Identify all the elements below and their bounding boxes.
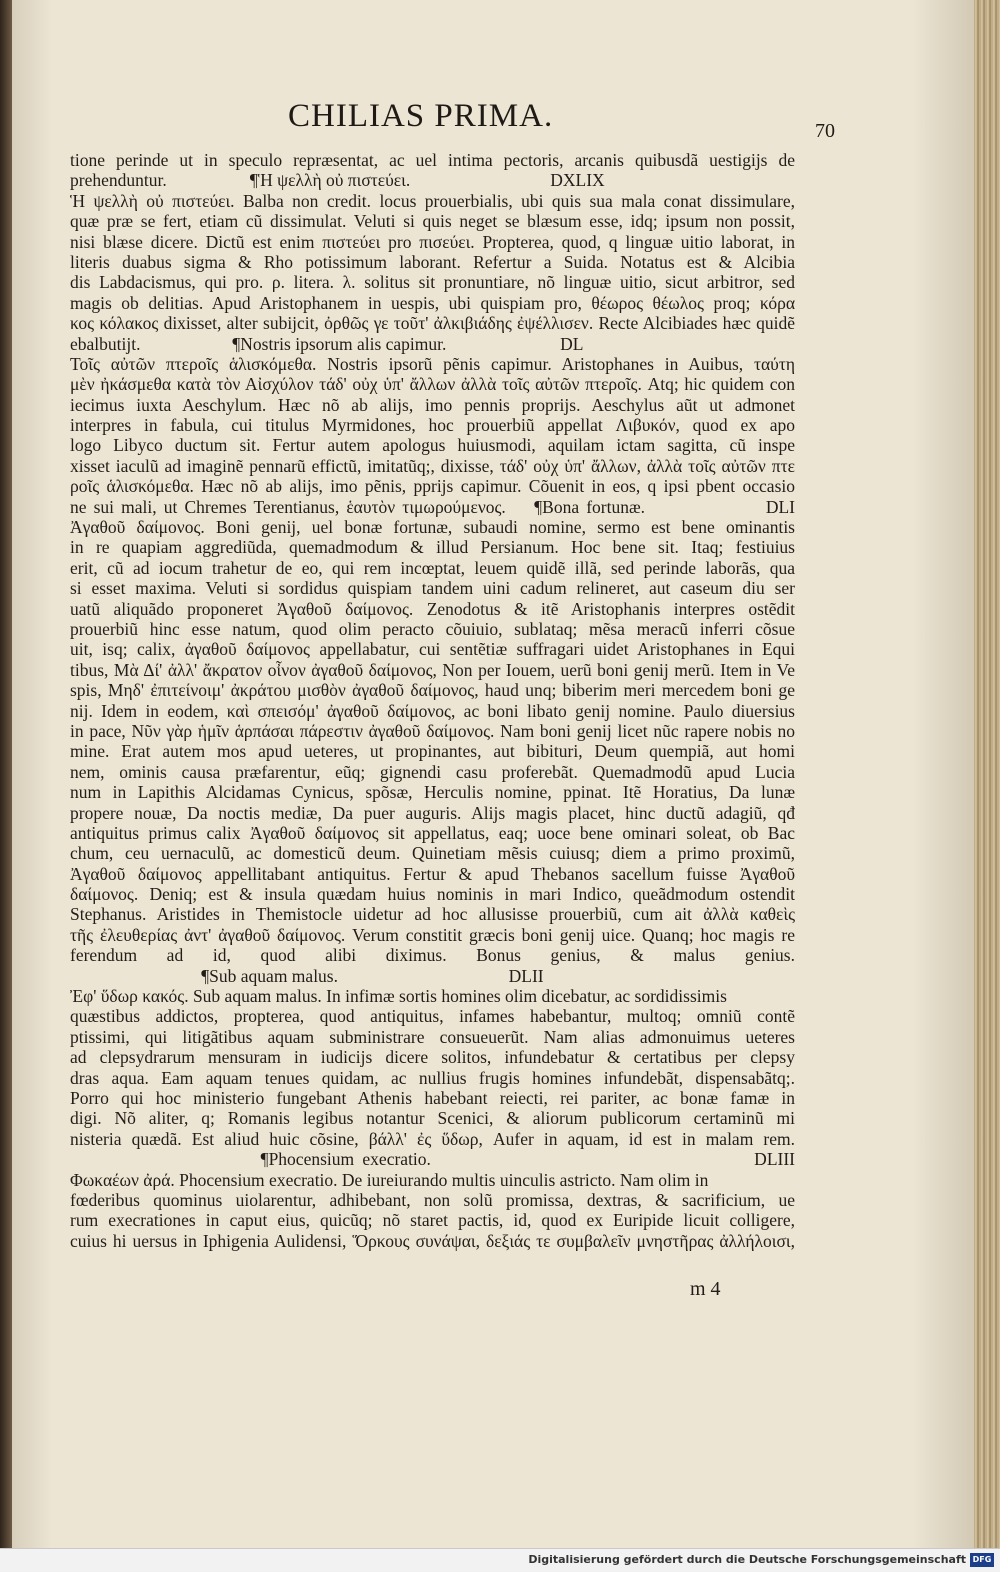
text-line: uit, isq; calix, ἀγαθοῦ δαίμονος appellabatur, cui sentẽtiæ suffragari uidet Aristophanes in Equi xyxy=(70,639,795,660)
page-edges xyxy=(974,0,1000,1571)
text-line: num in Lapithis Alcidamas Cynicus, spõsæ, Herculis nomine, ppinat. Itẽ Horatius, Da lunæ xyxy=(70,782,795,803)
text-line: in pace, Νῦν γὰρ ἡμῖν ἁρπάσαι πάρεστιν ἀγαθοῦ δαίμονος. Nam boni genij licet nũc rapere nobis no xyxy=(70,720,795,741)
text-line: interpres in fabula, cui titulus Myrmidones, hoc prouerbiũ appellat Λιβυκόν, quod ex apo xyxy=(70,415,795,436)
text-line: ροῖς ἁλισκόμεθα. Hæc nõ ab alijs, imo pẽnis, pprijs capimur. Cõuenit in eos, q ipsi pbent occasio xyxy=(70,476,795,497)
text-line: xisset iaculũ ad imaginẽ pennarũ effictũ, imitatũq;, dixisse, τάδ' οὐχ ὑπ' ἄλλων, ἀλλὰ τοῖς αὐτῶν πτε xyxy=(70,455,795,476)
text-line: literis duabus sigma & Rho potissimum laborant. Refertur a Suida. Notatus est & Alcibia xyxy=(70,251,795,272)
signature-mark: m 4 xyxy=(690,1278,721,1300)
text-line: Ἡ ψελλὴ οὐ πιστεύει. Balba non credit. locus prouerbialis, ubi quis sua mala conat dissimulare, xyxy=(70,190,795,211)
text-line: magis ob delitias. Apud Aristophanem in uespis, ubi quispiam pro, θέωρος θέωλος proq; κόρα xyxy=(70,292,795,313)
text-line: fœderibus quominus uiolarentur, adhibebant, non solũ promissa, dextras, & sacrificium, ue xyxy=(70,1189,795,1210)
text-line: Τοῖς αὐτῶν πτεροῖς ἁλισκόμεθα. Nostris ipsorũ pẽnis capimur. Aristophanes in Auibus, ταύτη xyxy=(70,353,795,374)
text-line: propere nouæ, Da noctis mediæ, Da puer auguris. Alijs magis placet, hinc ductũ adagiũ, qđ xyxy=(70,802,795,823)
text-line: tione perinde ut in speculo repræsentat, ac uel intima pectoris, arcanis quibusdã uestigijs de xyxy=(70,150,795,170)
text-line: tibus, Μὰ Δί' ἀλλ' ἄκρατον οἶνον ἀγαθοῦ δαίμονος, Non per Iouem, uerũ boni genij merũ. Item in Ve xyxy=(70,659,795,680)
text-line: nij. Idem in eodem, καὶ σπεισόμ' ἀγαθοῦ δαίμονος, ac boni libato genij nomine. Paulo diuersius xyxy=(70,700,795,721)
text-line: Φωκαέων ἀρά. Phocensium execratio. De iureiurando multis uinculis astricto. Nam olim in xyxy=(70,1169,709,1190)
text-line: μὲν ἠκάσμεθα κατὰ τὸν Αἰσχύλον τάδ' οὐχ ὑπ' ἄλλων ἀλλὰ τοῖς αὐτῶν πτεροῖς. Atq; hic quidem con xyxy=(70,374,795,395)
text-line: nisi blæse dicere. Dictũ est enim πιστεύει pro πισεύει. Propterea, quod, q linguæ uitio laborat, in xyxy=(70,231,795,252)
text-line: digi. Nõ aliter, q; Romanis legibus notantur Scenici, & aliorum publicorum certaminũ mi xyxy=(70,1108,795,1129)
text-line: uatũ aliquãdo proponeret Ἀγαθοῦ δαίμονος. Zenodotus & itẽ Aristophanis interpres ostẽdit xyxy=(70,598,795,619)
text-line: ad clepsydrarum mensuram in iudicijs dicere solitos, infundebatur & certatibus per clepsy xyxy=(70,1047,795,1068)
text-line: ferendum ad id, quod alibi diximus. Bonus genius, & malus genius. xyxy=(70,945,795,966)
text-line: ebalbutijt. ¶Nostris ipsorum alis capimur. DL xyxy=(70,333,584,354)
text-line: logo Libyco ductum sit. Fertur autem apologus huiusmodi, aquilam ictam sagitta, cũ inspe xyxy=(70,435,795,456)
text-line: prehenduntur. ¶Ἡ ψελλὴ οὐ πιστεύει. DXLIX xyxy=(70,170,605,191)
funding-credit: Digitalisierung gefördert durch die Deutsche Forschungsgemeinschaft xyxy=(528,1553,966,1566)
text-line: spis, Μηδ' ἐπιτείνοιμ' ἀκράτου μισθὸν ἀγαθοῦ δαίμονος, haud unq; biberim meri mercedem boni ge xyxy=(70,680,795,701)
text-line: Ἀγαθοῦ δαίμονος appellitabant antiquitus. Fertur & apud Thebanos sacellum fuisse Ἀγαθοῦ xyxy=(70,863,795,884)
text-line: Porro qui hoc ministerio fungebant Athenis habebant reiecti, rei pariter, ac bonæ famæ in xyxy=(70,1087,795,1108)
text-line: ¶Phocensium execratio. DLIII xyxy=(70,1149,795,1170)
text-line: ¶Sub aquam malus. DLII xyxy=(70,965,544,986)
text-line: ptissimi, qui litigãtibus aquam subministrare consueuerũt. Nam alias admonuimus ueteres xyxy=(70,1026,795,1047)
text-line: τῆς ἐλευθερίας ἀντ' ἀγαθοῦ δαίμονος. Verum constitit græcis boni genij uice. Quanq; hoc magis re xyxy=(70,924,795,945)
text-line: Ἐφ' ὕδωρ κακός. Sub aquam malus. In infimæ sortis homines olim dicebatur, ac sordidissimis xyxy=(70,986,727,1007)
text-line: mine. Erat autem mos apud ueteres, ut propinantes, aut bibituri, Deum quempiã, aut homi xyxy=(70,741,795,762)
text-line: prouerbiũ hinc esse natum, quod olim peracto cõuiuio, sublataq; mẽsa meracũ inferri cõsue xyxy=(70,618,795,639)
text-line: erit, cũ ad iocum trahetur de eo, qui rem incœptat, leuem quidẽ illã, sed perinde laborãs, qua xyxy=(70,557,795,578)
text-line: quæ præ se fert, etiam cũ dissimulat. Veluti si quis neget se blæsum esse, idq; ipsum non possit, xyxy=(70,211,795,232)
dfg-logo: DFG xyxy=(970,1553,994,1567)
text-line: nisteria quædã. Est aliud huic cõsine, βάλλ' ἐς ὕδωρ, Aufer in aquam, id est in malam rem. xyxy=(70,1128,795,1149)
book-binding xyxy=(0,0,12,1571)
text-line: quæstibus addictos, propterea, quod antiquitus, infames habebantur, multoq; omniũ contẽ xyxy=(70,1006,795,1027)
text-line: rum execrationes in caput eius, quicũq; nõ staret pactis, id, quod ex Euripide licuit colligere, xyxy=(70,1210,795,1231)
footer-bar xyxy=(0,1548,1000,1572)
text-line: iecimus iuxta Aeschylum. Hæc nõ ab alijs, imo pennis proprijs. Aeschylus aũt ut admonet xyxy=(70,394,795,415)
text-line: Stephanus. Aristides in Themistocle uidetur ad hoc allusisse prouerbiũ, cum ait ἀλλὰ καθεὶς xyxy=(70,904,795,925)
text-line: dis Labdacismus, qui pro. ρ. litera. λ. solitus sit pronuntiare, nõ linguæ uitio, sicut arbitror, sed xyxy=(70,272,795,293)
text-line: si esset maxima. Veluti si sordidus quispiam tandem uini cadum relineret, aut caseum diu ser xyxy=(70,578,795,599)
text-line: ne sui mali, ut Chremes Terentianus, ἑαυτὸν τιμωρούμενος. ¶Bona fortunæ. DLI xyxy=(70,496,795,517)
running-head: CHILIAS PRIMA. xyxy=(288,98,554,134)
body-text xyxy=(70,150,795,1251)
page-number: 70 xyxy=(815,120,835,142)
text-line: antiquitus primus calix Ἀγαθοῦ δαίμονος sit appellatus, eaq; uoce bene ominari soleat, ob Bac xyxy=(70,822,795,843)
text-line: nem, ominis causa præfarentur, eũq; gignendi casu proferebãt. Quemadmodũ apud Lucia xyxy=(70,761,795,782)
text-line: dras aqua. Eam aquam tenues quidam, ac nullius frugis homines infundebãt, dispensabãtq;. xyxy=(70,1067,795,1088)
text-line: δαίμονος. Deniq; est & insula quædam huius nominis in mari Indico, queãdmodum ostendit xyxy=(70,884,795,905)
text-line: κος κόλακος dixisset, alter subijcit, ὀρθῶς γε τοῦτ' ἀλκιβιάδης ἐψέλλισεν. Recte Alcibiades hæc quidẽ xyxy=(70,313,795,334)
text-line: Ἀγαθοῦ δαίμονος. Boni genij, uel bonæ fortunæ, subaudi nomine, sermo est bene ominantis xyxy=(70,517,795,538)
text-line: cuius hi uersus in Iphigenia Aulidensi, Ὅρκους συνάψαι, δεξιάς τε συμβαλεῖν μνηστῆρας ἀλλήλοισι, xyxy=(70,1230,795,1251)
text-line: chum, ceu uernaculũ, ac domesticũ deum. Quinetiam mẽsis cuiusq; diem a primo proximũ, xyxy=(70,843,795,864)
text-line: in re quapiam aggrediũda, quemadmodum & illud Persianum. Hoc bene sit. Itaq; festiuius xyxy=(70,537,795,558)
